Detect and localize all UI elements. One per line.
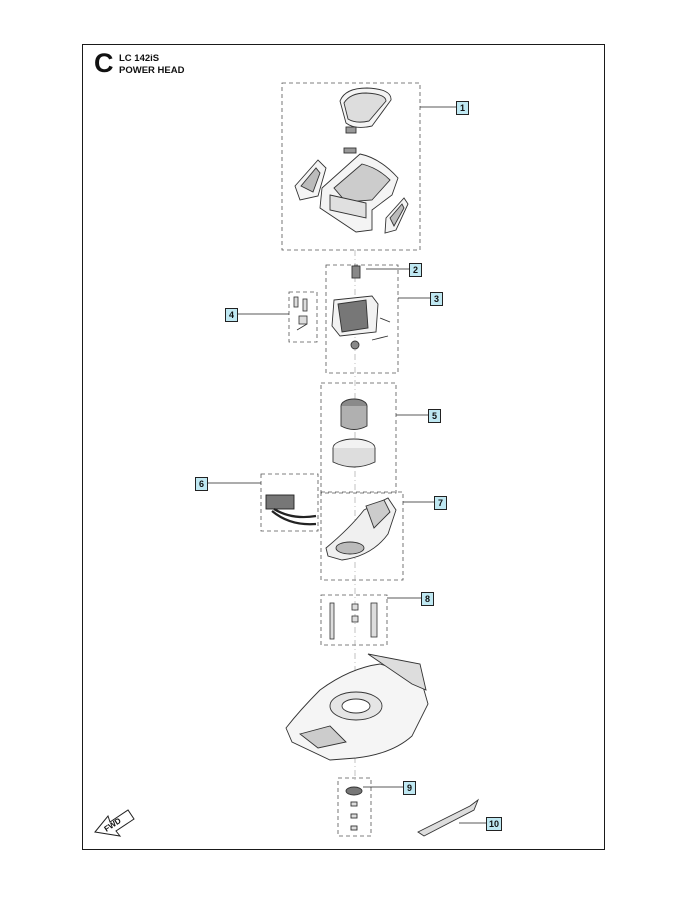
shaft-nut-part xyxy=(352,266,360,278)
mower-deck-drawing xyxy=(286,654,428,760)
section-letter: C xyxy=(94,48,114,78)
fastener-bolt xyxy=(330,603,334,639)
blade-drawing xyxy=(418,800,478,836)
adapter-washer-b xyxy=(351,814,357,818)
housing-wire xyxy=(372,336,388,340)
top-cover-drawing xyxy=(295,88,408,233)
motor-mount-drawing xyxy=(326,498,396,560)
motor-drawing xyxy=(333,399,375,467)
callout-7: 7 xyxy=(434,496,447,510)
motor-ring-body xyxy=(333,448,375,467)
housing-bearing xyxy=(351,341,359,349)
model-name: LC 142iS xyxy=(119,53,160,64)
motor-core xyxy=(341,406,367,430)
adapter-hub xyxy=(346,787,362,795)
fastener-sleeve xyxy=(371,603,377,637)
callout-8: 8 xyxy=(421,592,434,606)
deck-hole xyxy=(342,699,370,713)
motor-housing-drawing xyxy=(332,266,390,349)
callout-9: 9 xyxy=(403,781,416,795)
callout-3: 3 xyxy=(430,292,443,306)
fastener-washer-a xyxy=(352,604,358,610)
mount-opening xyxy=(336,542,364,554)
switch-lever xyxy=(297,324,307,330)
cable-drawing xyxy=(266,495,316,524)
callout-6: 6 xyxy=(195,477,208,491)
switch-drawing xyxy=(294,297,307,330)
lid-inner xyxy=(344,93,386,122)
switch-pin-b xyxy=(303,299,307,311)
fwd-label: FWD xyxy=(102,816,123,834)
blade-adapter-drawing xyxy=(346,787,362,830)
lid-latch xyxy=(346,127,356,133)
callout-10: 10 xyxy=(486,817,502,831)
fastener-washer-b xyxy=(352,616,358,622)
section-title: POWER HEAD xyxy=(119,65,185,76)
adapter-bolt xyxy=(351,826,357,830)
callout-4: 4 xyxy=(225,308,238,322)
callout-5: 5 xyxy=(428,409,441,423)
adapter-washer-a xyxy=(351,802,357,806)
lid-hinge xyxy=(344,148,356,153)
switch-pin-a xyxy=(294,297,298,307)
callout-1: 1 xyxy=(456,101,469,115)
housing-screw xyxy=(380,318,390,322)
housing-window xyxy=(338,300,368,332)
callout-2: 2 xyxy=(409,263,422,277)
switch-body xyxy=(299,316,307,324)
forward-arrow-icon xyxy=(95,810,134,836)
connector-block xyxy=(266,495,294,509)
fasteners-drawing xyxy=(330,603,377,639)
